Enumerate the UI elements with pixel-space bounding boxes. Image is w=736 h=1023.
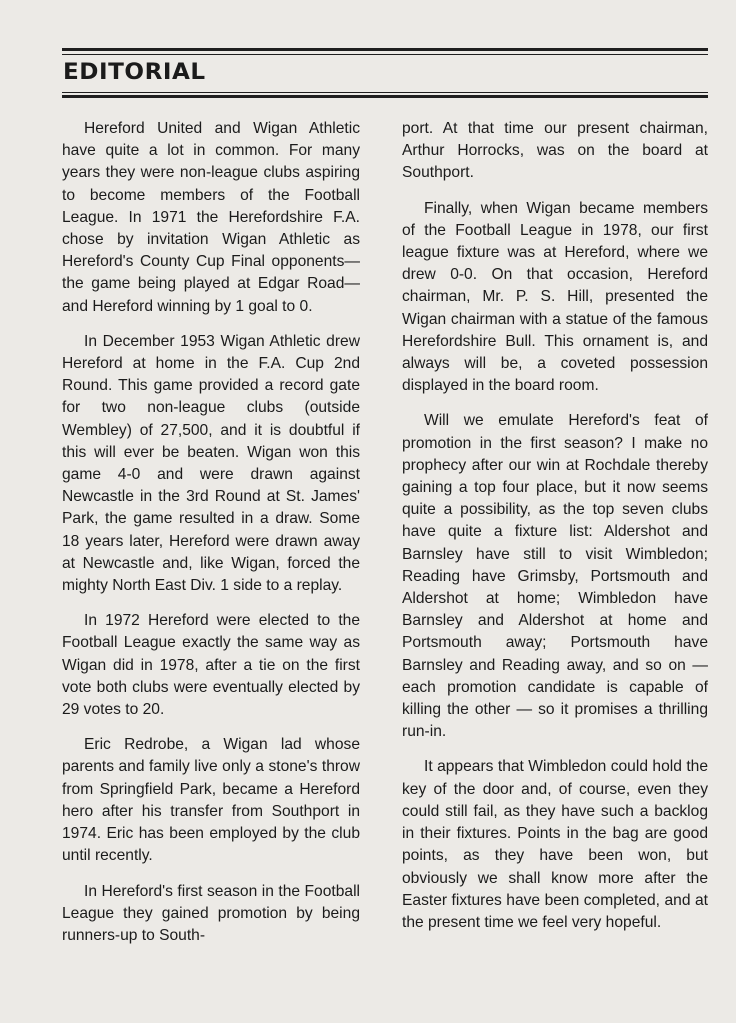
- paragraph: In 1972 Hereford were elected to the Football League exactly the same way as Wigan did in 1978, after a tie on the first vote both clubs were eventually elected by 29 votes to 20.: [62, 612, 360, 719]
- page-heading: EDITORIAL: [63, 60, 206, 85]
- paragraph: Eric Redrobe, a Wigan lad whose parents and family live only a stone's throw from Springfield Park, became a Hereford hero after his transfer from Southport in 1974. Eric has been employed by the club until recently.: [62, 736, 360, 865]
- paragraph: It appears that Wimbledon could hold the key of the door and, of course, even they could still fail, as they have such a backlog in their fixtures. Points in the bag are good points, as they have been won, but obviously we shall know more after the Easter fixtures have been completed, and at the present time we feel very hopeful.: [402, 758, 708, 931]
- left-column: [62, 118, 360, 960]
- paragraph: In Hereford's first season in the Football League they gained promotion by being runners-up to South-: [62, 882, 360, 944]
- top-rule-thin: [62, 54, 708, 55]
- bottom-rule-thin: [62, 92, 708, 93]
- paragraph: Hereford United and Wigan Athletic have quite a lot in common. For many years they were non-league clubs aspiring to become members of the Football League. In 1971 the Herefordshire F.A. chose by invitation Wigan Athletic as Hereford's County Cup Final opponents—the game being played at Edgar Road—and Hereford winning by 1 goal to 0.: [62, 120, 360, 315]
- paragraph: Will we emulate Hereford's feat of promotion in the first season? I make no prophecy after our win at Rochdale thereby gaining a top four place, but it now seems quite a possibility, as the top seven clubs have quite a fixture list: Aldershot and Barnsley have still to visit Wimbledon; Reading have Grimsby, Portsmouth and Aldershot at home; Wimbledon have Barnsley and Aldershot at home and Portsmouth away; Portsmouth have Barnsley and Reading away, and so on — each promotion candidate is capable of killing the other — so it promises a thrilling run-in.: [402, 412, 708, 741]
- bottom-rule-thick: [62, 95, 708, 98]
- right-column: [402, 118, 708, 947]
- top-rule-thick: [62, 48, 708, 51]
- paragraph-continued: port. At that time our present chairman, Arthur Horrocks, was on the board at Southport.: [402, 120, 708, 182]
- paragraph: In December 1953 Wigan Athletic drew Hereford at home in the F.A. Cup 2nd Round. This game provided a record gate for two non-league clubs (outside Wembley) of 27,500, and it is doubtful if this will ever be beaten. Wigan won this game 4-0 and were drawn against Newcastle in the 3rd Round at St. James' Park, the game resulted in a draw. Some 18 years later, Hereford were drawn away at Newcastle and, like Wigan, forced the mighty North East Div. 1 side to a replay.: [62, 332, 360, 595]
- paragraph: Finally, when Wigan became members of the Football League in 1978, our first league fixture was at Hereford, where we drew 0-0. On that occasion, Hereford chairman, Mr. P. S. Hill, presented the Wigan chairman with a statue of the famous Herefordshire Bull. This ornament is, and always will be, a coveted possession displayed in the board room.: [402, 199, 708, 395]
